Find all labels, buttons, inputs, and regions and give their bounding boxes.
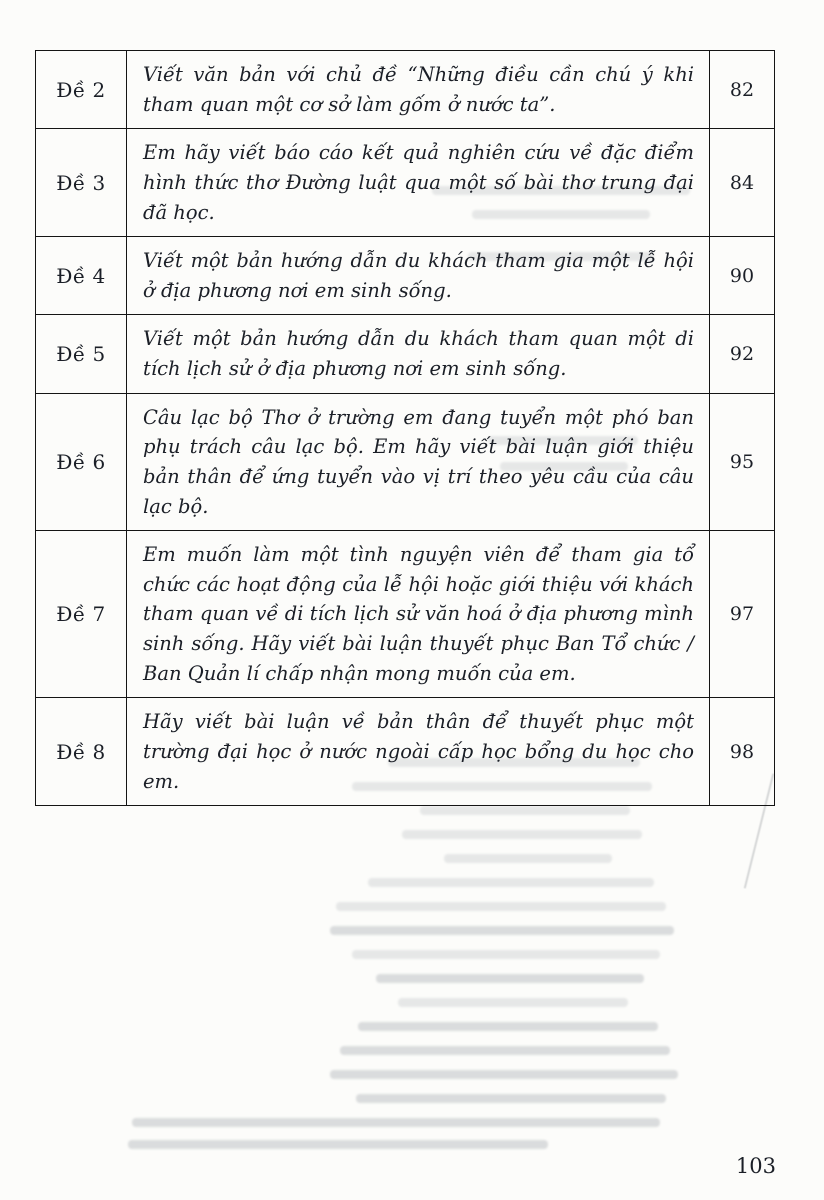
topic-page-number: 97 bbox=[710, 531, 775, 698]
topic-label: Đề 2 bbox=[36, 51, 127, 129]
bleed-through-line bbox=[356, 1094, 666, 1103]
table-row bbox=[36, 393, 775, 531]
topic-label: Đề 3 bbox=[36, 129, 127, 237]
topic-page-number: 90 bbox=[710, 237, 775, 315]
table-row bbox=[36, 698, 775, 806]
bleed-through-line bbox=[420, 806, 630, 815]
topic-label: Đề 6 bbox=[36, 393, 127, 531]
topic-label: Đề 5 bbox=[36, 315, 127, 393]
topic-page-number: 82 bbox=[710, 51, 775, 129]
topic-page-number: 84 bbox=[710, 129, 775, 237]
bleed-through-line bbox=[402, 830, 642, 839]
topic-description: Em hãy viết báo cáo kết quả nghiên cứu về đặc điểm hình thức thơ Đường luật qua một số bài thơ trung đại đã học. bbox=[127, 129, 710, 237]
topic-description: Câu lạc bộ Thơ ở trường em đang tuyển một phó ban phụ trách câu lạc bộ. Em hãy viết bài luận giới thiệu bản thân để ứng tuyển vào vị trí theo yêu cầu của câu lạc bộ. bbox=[127, 393, 710, 531]
topic-label: Đề 7 bbox=[36, 531, 127, 698]
bleed-through-line bbox=[352, 950, 660, 959]
bleed-through-line bbox=[132, 1118, 660, 1127]
table-row bbox=[36, 129, 775, 237]
bleed-through-line bbox=[398, 998, 628, 1007]
contents-table bbox=[35, 50, 775, 806]
topic-description: Viết một bản hướng dẫn du khách tham quan một di tích lịch sử ở địa phương nơi em sinh sống. bbox=[127, 315, 710, 393]
topic-description: Hãy viết bài luận về bản thân để thuyết phục một trường đại học ở nước ngoài cấp học bổng du học cho em. bbox=[127, 698, 710, 806]
bleed-through-line bbox=[336, 902, 666, 911]
bleed-through-line bbox=[330, 926, 674, 935]
bleed-through-line bbox=[128, 1140, 548, 1149]
topic-page-number: 92 bbox=[710, 315, 775, 393]
table-row bbox=[36, 315, 775, 393]
bleed-through-line bbox=[330, 1070, 678, 1079]
topic-description: Viết một bản hướng dẫn du khách tham gia một lễ hội ở địa phương nơi em sinh sống. bbox=[127, 237, 710, 315]
topic-description: Viết văn bản với chủ đề “Những điều cần chú ý khi tham quan một cơ sở làm gốm ở nước ta”. bbox=[127, 51, 710, 129]
topic-page-number: 98 bbox=[710, 698, 775, 806]
table-row bbox=[36, 531, 775, 698]
bleed-through-line bbox=[368, 878, 654, 887]
topic-label: Đề 8 bbox=[36, 698, 127, 806]
topic-label: Đề 4 bbox=[36, 237, 127, 315]
page-number: 103 bbox=[735, 1154, 776, 1178]
table-row bbox=[36, 51, 775, 129]
bleed-through-line bbox=[340, 1046, 670, 1055]
bleed-through-line bbox=[444, 854, 612, 863]
bleed-through-line bbox=[358, 1022, 658, 1031]
topic-page-number: 95 bbox=[710, 393, 775, 531]
table-row bbox=[36, 237, 775, 315]
bleed-through-line bbox=[376, 974, 644, 983]
topic-description: Em muốn làm một tình nguyện viên để tham gia tổ chức các hoạt động của lễ hội hoặc giới thiệu với khách tham quan về di tích lịch sử văn hoá ở địa phương mình sinh sống. Hãy viết bài luận thuyết phục Ban Tổ chức / Ban Quản lí chấp nhận mong muốn của em. bbox=[127, 531, 710, 698]
